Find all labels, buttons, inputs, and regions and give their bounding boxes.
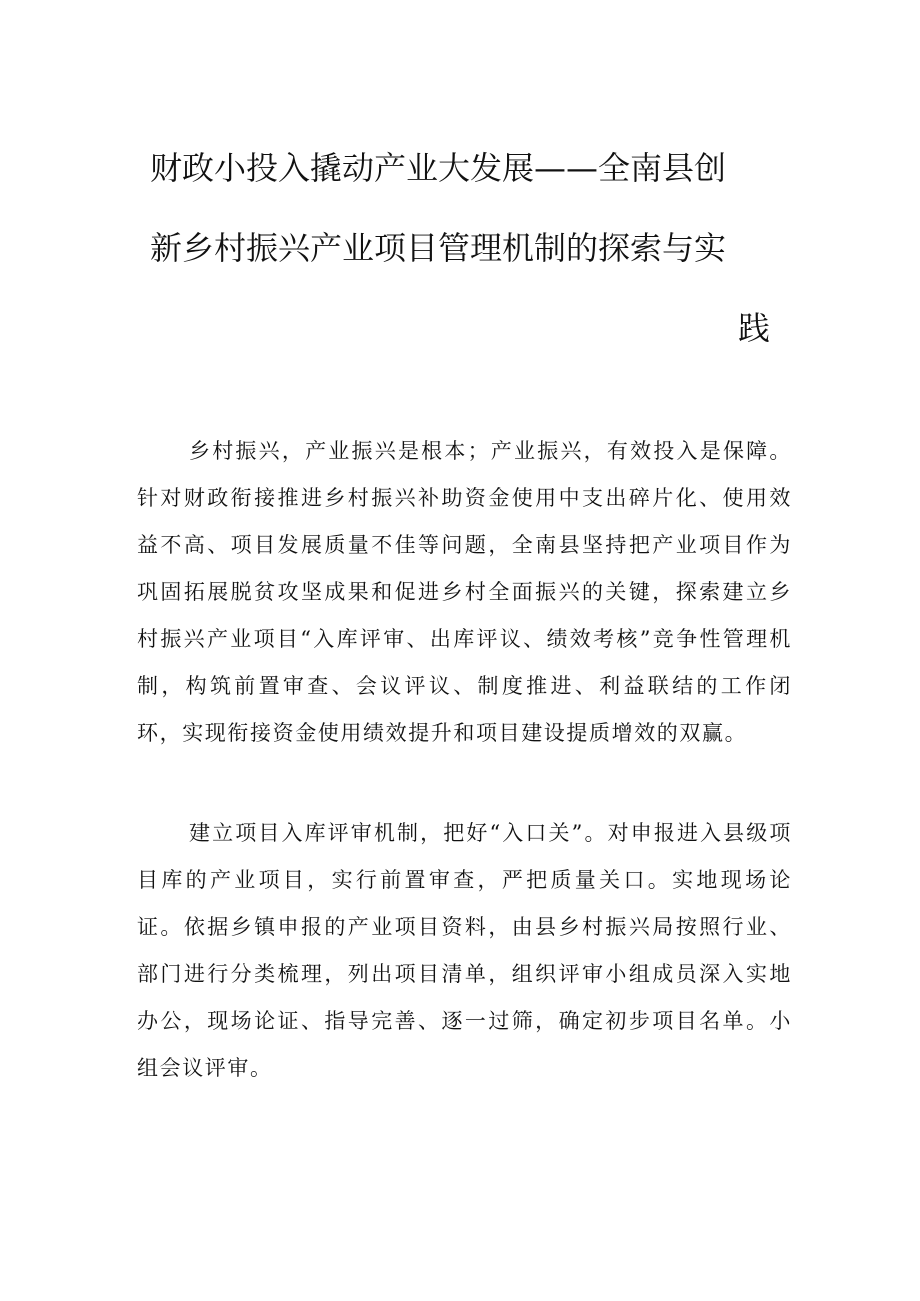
title-line-3: 践 [737,309,770,347]
title-line-2: 新乡村振兴产业项目管理机制的探索与实 [150,229,727,267]
title-line-1: 财政小投入撬动产业大发展——全南县创 [150,149,727,187]
body-paragraph-intro: 乡村振兴，产业振兴是根本；产业振兴，有效投入是保障。针对财政衔接推进乡村振兴补助资金使用中支出碎片化、使用效益不高、项目发展质量不佳等问题，全南县坚持把产业项目作为巩固拓展脱贫攻坚成果和促进乡村全面振兴的关键，探索建立乡村振兴产业项目“入库评审、出库评议、绩效考核”竞争性管理机制，构筑前置审查、会议评议、制度推进、利益联结的工作闭环，实现衔接资金使用绩效提升和项目建设提质增效的双赢。 [137,439,792,745]
body-paragraph-entry-review: 建立项目入库评审机制，把好“入口关”。对申报进入县级项目库的产业项目，实行前置审查，严把质量关口。实地现场论证。依据乡镇申报的产业项目资料，由县乡村振兴局按照行业、部门进行分类梳理，列出项目清单，组织评审小组成员深入实地办公，现场论证、指导完善、逐一过筛，确定初步项目名单。小组会议评审。 [137,821,792,1080]
document-title [150,142,770,354]
